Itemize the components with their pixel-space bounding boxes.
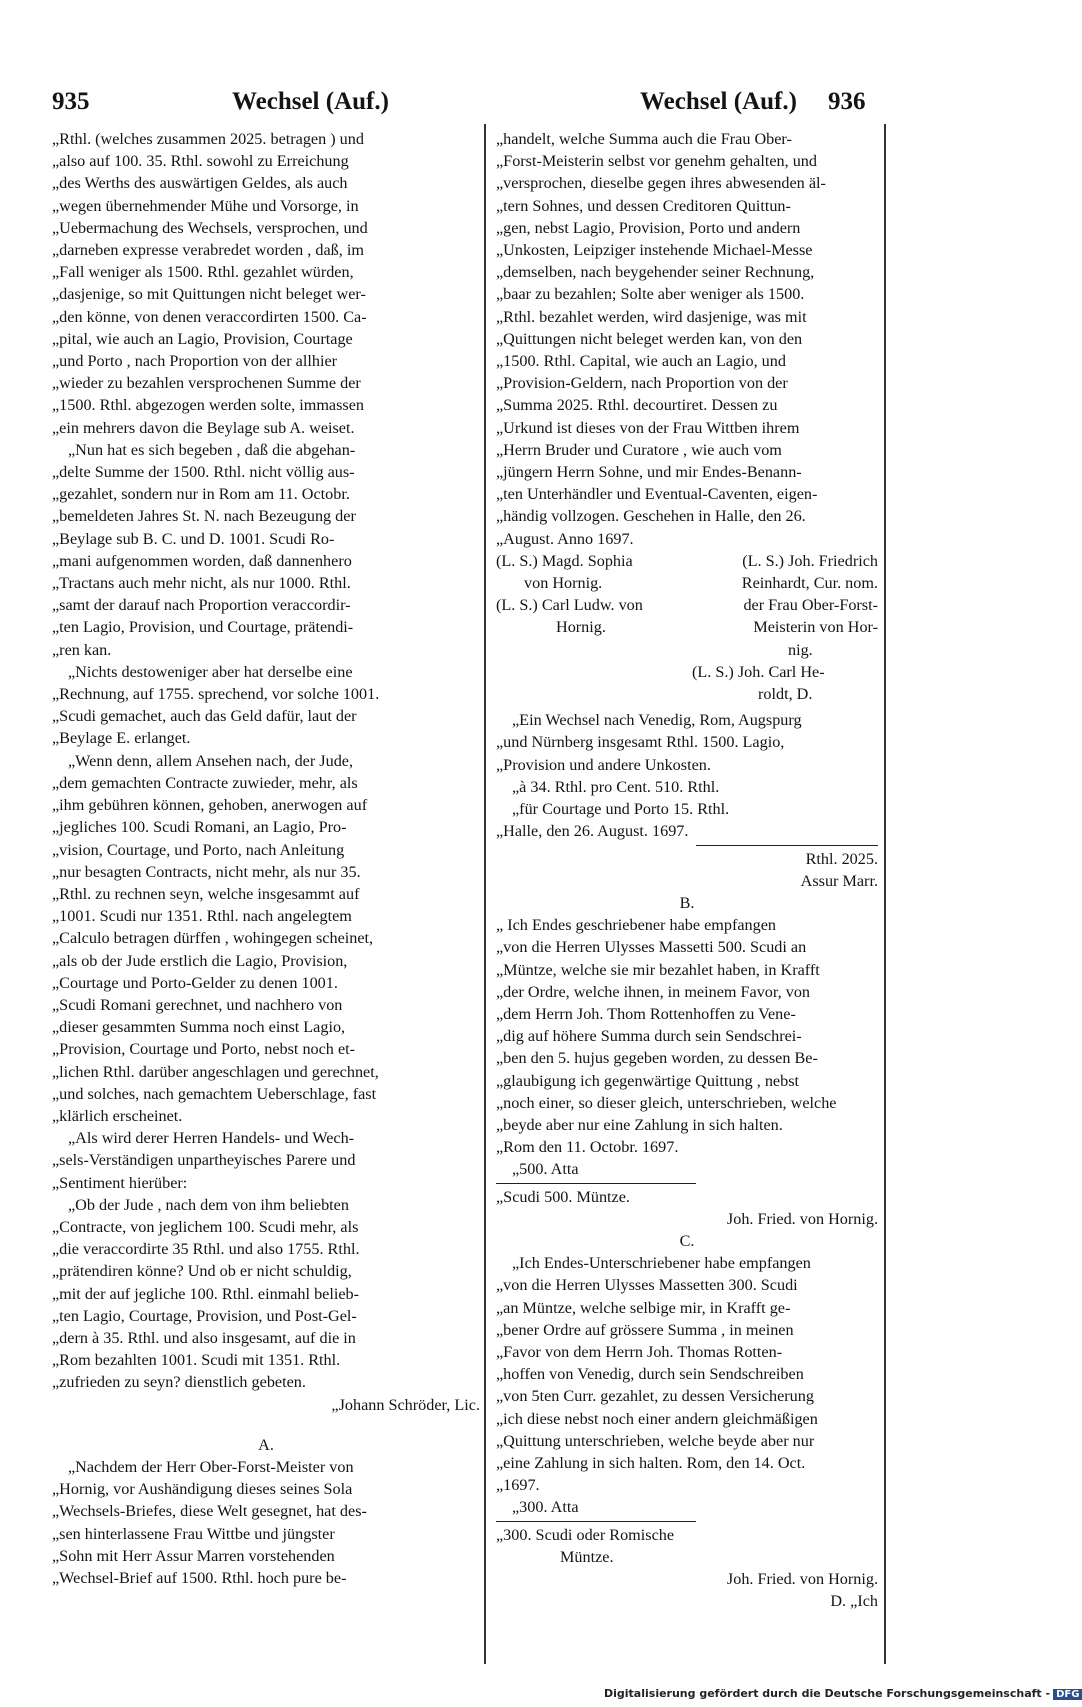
- text-line: „händig vollzogen. Geschehen in Halle, den 26.: [496, 507, 806, 526]
- text-line: „an Müntze, welche selbige mir, in Krafft ge-: [496, 1298, 791, 1317]
- footer-text: Digitalisierung gefördert durch die Deutsche Forschungsgemeinschaft -: [604, 1687, 1051, 1700]
- text-line: „für Courtage und Porto 15. Rthl.: [512, 800, 730, 819]
- text-line: „ich diese nebst noch einer andern gleichmäßigen: [496, 1409, 818, 1428]
- signature-reinhardt: (L. S.) Joh. Friedrich: [742, 551, 878, 570]
- text-line: „à 34. Rthl. pro Cent. 510. Rthl.: [512, 777, 720, 796]
- text-line: „dasjenige, so mit Quittungen nicht beleget wer-: [52, 285, 366, 304]
- text-line: „baar zu bezahlen; Solte aber weniger als 1500.: [496, 285, 805, 304]
- text-line: „und solches, nach gemachtem Ueberschlage, fast: [52, 1084, 377, 1103]
- text-line: „Nun hat es sich begeben , daß die abgehan-: [68, 440, 356, 459]
- text-line: „glaubigung ich gegenwärtige Quittung , nebst: [496, 1071, 799, 1090]
- text-line: „Contracte, von jeglichem 100. Scudi mehr, als: [52, 1217, 359, 1236]
- text-line: „des Werths des auswärtigen Geldes, als auch: [52, 174, 348, 193]
- dfg-logo: DFG: [1053, 1689, 1082, 1700]
- column-divider: [484, 124, 486, 1664]
- section-letter-a: A.: [258, 1435, 274, 1454]
- right-running-title: Wechsel (Auf.): [640, 88, 797, 115]
- left-page-number: 935: [52, 88, 90, 115]
- signature-line: Reinhardt, Cur. nom.: [741, 574, 878, 593]
- text-line: „Ein Wechsel nach Venedig, Rom, Augspurg: [512, 711, 802, 730]
- text-line: „bener Ordre auf grössere Summa , in meinen: [496, 1320, 794, 1339]
- text-line: „ein mehrers davon die Beylage sub A. weiset.: [52, 418, 355, 437]
- signature-heroldt: (L. S.) Joh. Carl He-: [692, 662, 825, 681]
- text-line: „Scudi 500. Müntze.: [496, 1187, 630, 1206]
- text-line: „samt der darauf nach Proportion veraccordir-: [52, 596, 351, 615]
- atta-rule: [496, 1521, 696, 1522]
- text-line: „Herrn Bruder und Curatore , wie auch vom: [496, 440, 782, 459]
- right-margin-rule: [884, 124, 886, 1664]
- text-line: „Provision-Geldern, nach Proportion von der: [496, 374, 788, 393]
- text-line: „ben den 5. hujus gegeben worden, zu dessen Be-: [496, 1049, 818, 1068]
- text-line: „Hornig, vor Aushändigung dieses seines Sola: [52, 1480, 353, 1499]
- text-line: „Nichts destoweniger aber hat derselbe eine: [68, 662, 353, 681]
- signature-schroeder: „Johann Schröder, Lic.: [331, 1395, 480, 1414]
- text-line: „Quittung unterschrieben, welche beyde aber nur: [496, 1431, 815, 1450]
- text-line: „als ob der Jude erstlich die Lagio, Provision,: [52, 951, 348, 970]
- left-column: [52, 128, 480, 1589]
- text-line: „Ich Endes-Unterschriebener habe empfangen: [512, 1254, 811, 1273]
- text-line: „von die Herren Ulysses Massetti 500. Scudi an: [496, 938, 807, 957]
- text-line: „Beylage sub B. C. und D. 1001. Scudi Ro-: [52, 529, 335, 548]
- text-line: „Rom den 11. Octobr. 1697.: [496, 1138, 679, 1157]
- text-line: „Scudi gemachet, auch das Geld dafür, laut der: [52, 707, 357, 726]
- text-line: „Summa 2025. Rthl. decourtiret. Dessen zu: [496, 396, 778, 415]
- sum-signature: Assur Marr.: [800, 871, 878, 890]
- section-letter-b: B.: [679, 893, 695, 912]
- text-line: „Nachdem der Herr Ober-Forst-Meister von: [68, 1457, 354, 1476]
- text-line: „ren kan.: [52, 640, 112, 659]
- text-line: „Wechsel-Brief auf 1500. Rthl. hoch pure be-: [52, 1569, 347, 1587]
- text-line: „August. Anno 1697.: [496, 529, 634, 548]
- signature-sophia: (L. S.) Magd. Sophia: [496, 551, 633, 570]
- signature-line: Hornig.: [556, 618, 606, 637]
- text-line: „Sentiment hierüber:: [52, 1173, 188, 1192]
- left-running-title: Wechsel (Auf.): [232, 88, 389, 115]
- text-line: „also auf 100. 35. Rthl. sowohl zu Erreichung: [52, 152, 349, 171]
- text-line: „Scudi Romani gerechnet, und nachhero von: [52, 995, 343, 1014]
- text-line: „wegen übernehmender Mühe und Vorsorge, in: [52, 196, 359, 215]
- text-line: „Ob der Jude , nach dem von ihm beliebten: [68, 1195, 349, 1214]
- atta-line: „500. Atta: [512, 1160, 579, 1179]
- signature-hornig-b: Joh. Fried. von Hornig.: [726, 1209, 878, 1228]
- text-line: „demselben, nach beygehender seiner Rechnung,: [496, 263, 815, 282]
- text-line: „Sohn mit Herr Assur Marren vorstehenden: [52, 1546, 335, 1565]
- text-line: „beyde aber nur eine Zahlung in sich halten.: [496, 1115, 783, 1134]
- text-line: „jüngern Herrn Sohne, und mir Endes-Benann-: [496, 463, 802, 482]
- text-line: „1697.: [496, 1476, 540, 1495]
- text-line: „dem gemachten Contracte zuwieder, mehr, als: [52, 773, 358, 792]
- right-page-number: 936: [828, 88, 866, 115]
- signature-carl-ludw: (L. S.) Carl Ludw. von: [496, 596, 643, 615]
- text-line: „mani aufgenommen worden, daß dannenhero: [52, 551, 352, 570]
- text-line: „wieder zu bezahlen versprochenen Summe der: [52, 374, 361, 393]
- text-line: „darneben expresse verabredet worden , daß, im: [52, 241, 364, 260]
- text-line: „dig auf höhere Summa durch sein Sendschrei-: [496, 1027, 802, 1046]
- text-line: „noch einer, so dieser gleich, unterschrieben, welche: [496, 1093, 837, 1112]
- signature-line: nig.: [788, 640, 813, 659]
- text-line: „die veraccordirte 35 Rthl. und also 1755. Rthl.: [52, 1240, 360, 1259]
- text-line: „der Ordre, welche ihnen, in meinem Favor, von: [496, 982, 811, 1001]
- text-line: „Halle, den 26. August. 1697.: [496, 822, 689, 841]
- text-line: „Rechnung, auf 1755. sprechend, vor solche 1001.: [52, 685, 380, 704]
- text-line: „sels-Verständigen unpartheyisches Parere und: [52, 1151, 356, 1170]
- text-line: „Tractans auch mehr nicht, als nur 1000. Rthl.: [52, 574, 351, 593]
- text-line: „gezahlet, sondern nur in Rom am 11. Octobr.: [52, 485, 350, 504]
- text-line: „gen, nebst Lagio, Provision, Porto und andern: [496, 218, 801, 237]
- text-line: „mit der auf jegliche 100. Rthl. einmahl belieb-: [52, 1284, 360, 1303]
- text-line: „Wenn denn, allem Ansehen nach, der Jude,: [68, 751, 354, 770]
- text-line: „versprochen, dieselbe gegen ihres abwesenden äl-: [496, 174, 826, 193]
- signature-row: [496, 616, 878, 638]
- signature-row: [496, 572, 878, 594]
- text-line: „ten Lagio, Provision, und Courtage, prätendi-: [52, 618, 354, 637]
- text-line: „Calculo betragen dürffen , wohingegen scheinet,: [52, 929, 374, 948]
- text-line: „zufrieden zu seyn? dienstlich gebeten.: [52, 1373, 306, 1392]
- text-line: „Provision und andere Unkosten.: [496, 755, 711, 774]
- text-line: „ihm gebühren können, gehoben, anerwogen auf: [52, 796, 368, 815]
- text-line: „1001. Scudi nur 1351. Rthl. nach angelegtem: [52, 907, 352, 926]
- text-line: „prätendiren könne? Und ob er nicht schuldig,: [52, 1262, 352, 1281]
- text-line: „handelt, welche Summa auch die Frau Ober-: [496, 130, 792, 148]
- signature-row: [496, 550, 878, 572]
- text-line: „delte Summe der 1500. Rthl. nicht völlig aus-: [52, 463, 355, 482]
- text-line: „Urkund ist dieses von der Frau Wittben ihrem: [496, 418, 800, 437]
- digitization-footer: [604, 1687, 1082, 1700]
- text-line: „Provision, Courtage und Porto, nebst noch et-: [52, 1040, 356, 1059]
- text-line: „Rthl. (welches zusammen 2025. betragen ) und: [52, 130, 364, 148]
- section-letter-c: C.: [679, 1231, 695, 1250]
- text-line: „hoffen von Venedig, durch sein Sendschreiben: [496, 1365, 804, 1384]
- text-line: „den könne, von denen veraccordirten 1500. Ca-: [52, 307, 367, 326]
- text-line: „vision, Courtage, und Porto, nach Anleitung: [52, 840, 345, 859]
- text-line: Müntze.: [560, 1547, 614, 1566]
- catchword: D. „Ich: [830, 1592, 878, 1611]
- text-line: „Courtage und Porto-Gelder zu denen 1001.: [52, 973, 338, 992]
- text-line: „ten Lagio, Courtage, Provision, und Post-Gel-: [52, 1306, 357, 1325]
- text-line: „Fall weniger als 1500. Rthl. gezahlet würden,: [52, 263, 354, 282]
- text-line: „Rthl. bezahlet werden, wird dasjenige, was mit: [496, 307, 807, 326]
- atta-rule: [496, 1183, 696, 1184]
- text-line: „tern Sohnes, und dessen Creditoren Quittun-: [496, 196, 791, 215]
- text-line: „dem Herrn Joh. Thom Rottenhoffen zu Vene-: [496, 1004, 796, 1023]
- text-line: „und Nürnberg insgesamt Rthl. 1500. Lagio,: [496, 733, 785, 752]
- text-line: „1500. Rthl. abgezogen werden solte, immassen: [52, 396, 364, 415]
- signature-line: Meisterin von Hor-: [753, 618, 878, 637]
- text-line: „Beylage E. erlanget.: [52, 729, 191, 748]
- text-line: „Forst-Meisterin selbst vor genehm gehalten, und: [496, 152, 817, 171]
- text-line: „von 5ten Curr. gezahlet, zu dessen Versicherung: [496, 1387, 814, 1406]
- sum-total: Rthl. 2025.: [805, 849, 878, 868]
- right-column: [496, 128, 878, 1612]
- text-line: „dern à 35. Rthl. und also insgesamt, auf die in: [52, 1328, 356, 1347]
- text-line: „dieser gesammten Summa noch einst Lagio,: [52, 1018, 346, 1037]
- text-line: „klärlich erscheinet.: [52, 1106, 183, 1125]
- signature-line: der Frau Ober-Forst-: [743, 596, 878, 615]
- text-line: „1500. Rthl. Capital, wie auch an Lagio, und: [496, 352, 786, 371]
- text-line: „Favor von dem Herrn Joh. Thomas Rotten-: [496, 1342, 783, 1361]
- text-line: „ten Unterhändler und Eventual-Caventen, eigen-: [496, 485, 818, 504]
- text-line: „300. Scudi oder Romische: [496, 1525, 675, 1544]
- text-line: „sen hinterlassene Frau Wittbe und jüngster: [52, 1524, 335, 1543]
- text-line: „lichen Rthl. darüber angeschlagen und gerechnet,: [52, 1062, 379, 1081]
- signature-line: von Hornig.: [524, 574, 603, 593]
- atta-line: „300. Atta: [512, 1498, 579, 1517]
- text-line: „Müntze, welche sie mir bezahlet haben, in Krafft: [496, 960, 820, 979]
- signature-line: roldt, D.: [758, 685, 813, 704]
- text-line: „jegliches 100. Scudi Romani, an Lagio, Pro-: [52, 818, 347, 837]
- text-line: „eine Zahlung in sich halten. Rom, den 14. Oct.: [496, 1453, 806, 1472]
- text-line: „und Porto , nach Proportion von der allhier: [52, 352, 338, 371]
- text-line: „Rthl. zu rechnen seyn, welche insgesammt auf: [52, 884, 360, 903]
- text-line: „Unkosten, Leipziger instehende Michael-Messe: [496, 241, 813, 260]
- text-line: „Quittungen nicht beleget werden kan, von den: [496, 329, 803, 348]
- text-line: „ Ich Endes geschriebener habe empfangen: [496, 916, 776, 935]
- sum-rule: [696, 845, 878, 846]
- text-line: „pital, wie auch an Lagio, Provision, Courtage: [52, 329, 353, 348]
- text-line: „bemeldeten Jahres St. N. nach Bezeugung der: [52, 507, 356, 526]
- text-line: „nur besagten Contracts, nicht mehr, als nur 35.: [52, 862, 361, 881]
- signature-row: [496, 594, 878, 616]
- text-line: „Rom bezahlten 1001. Scudi mit 1351. Rthl.: [52, 1351, 341, 1370]
- text-line: „von die Herren Ulysses Massetten 300. Scudi: [496, 1276, 798, 1295]
- text-line: „Wechsels-Briefes, diese Welt gesegnet, hat des-: [52, 1502, 367, 1521]
- text-line: „Uebermachung des Wechsels, versprochen, und: [52, 218, 368, 237]
- signature-hornig-c: Joh. Fried. von Hornig.: [726, 1570, 878, 1588]
- text-line: „Als wird derer Herren Handels- und Wech-: [68, 1129, 355, 1148]
